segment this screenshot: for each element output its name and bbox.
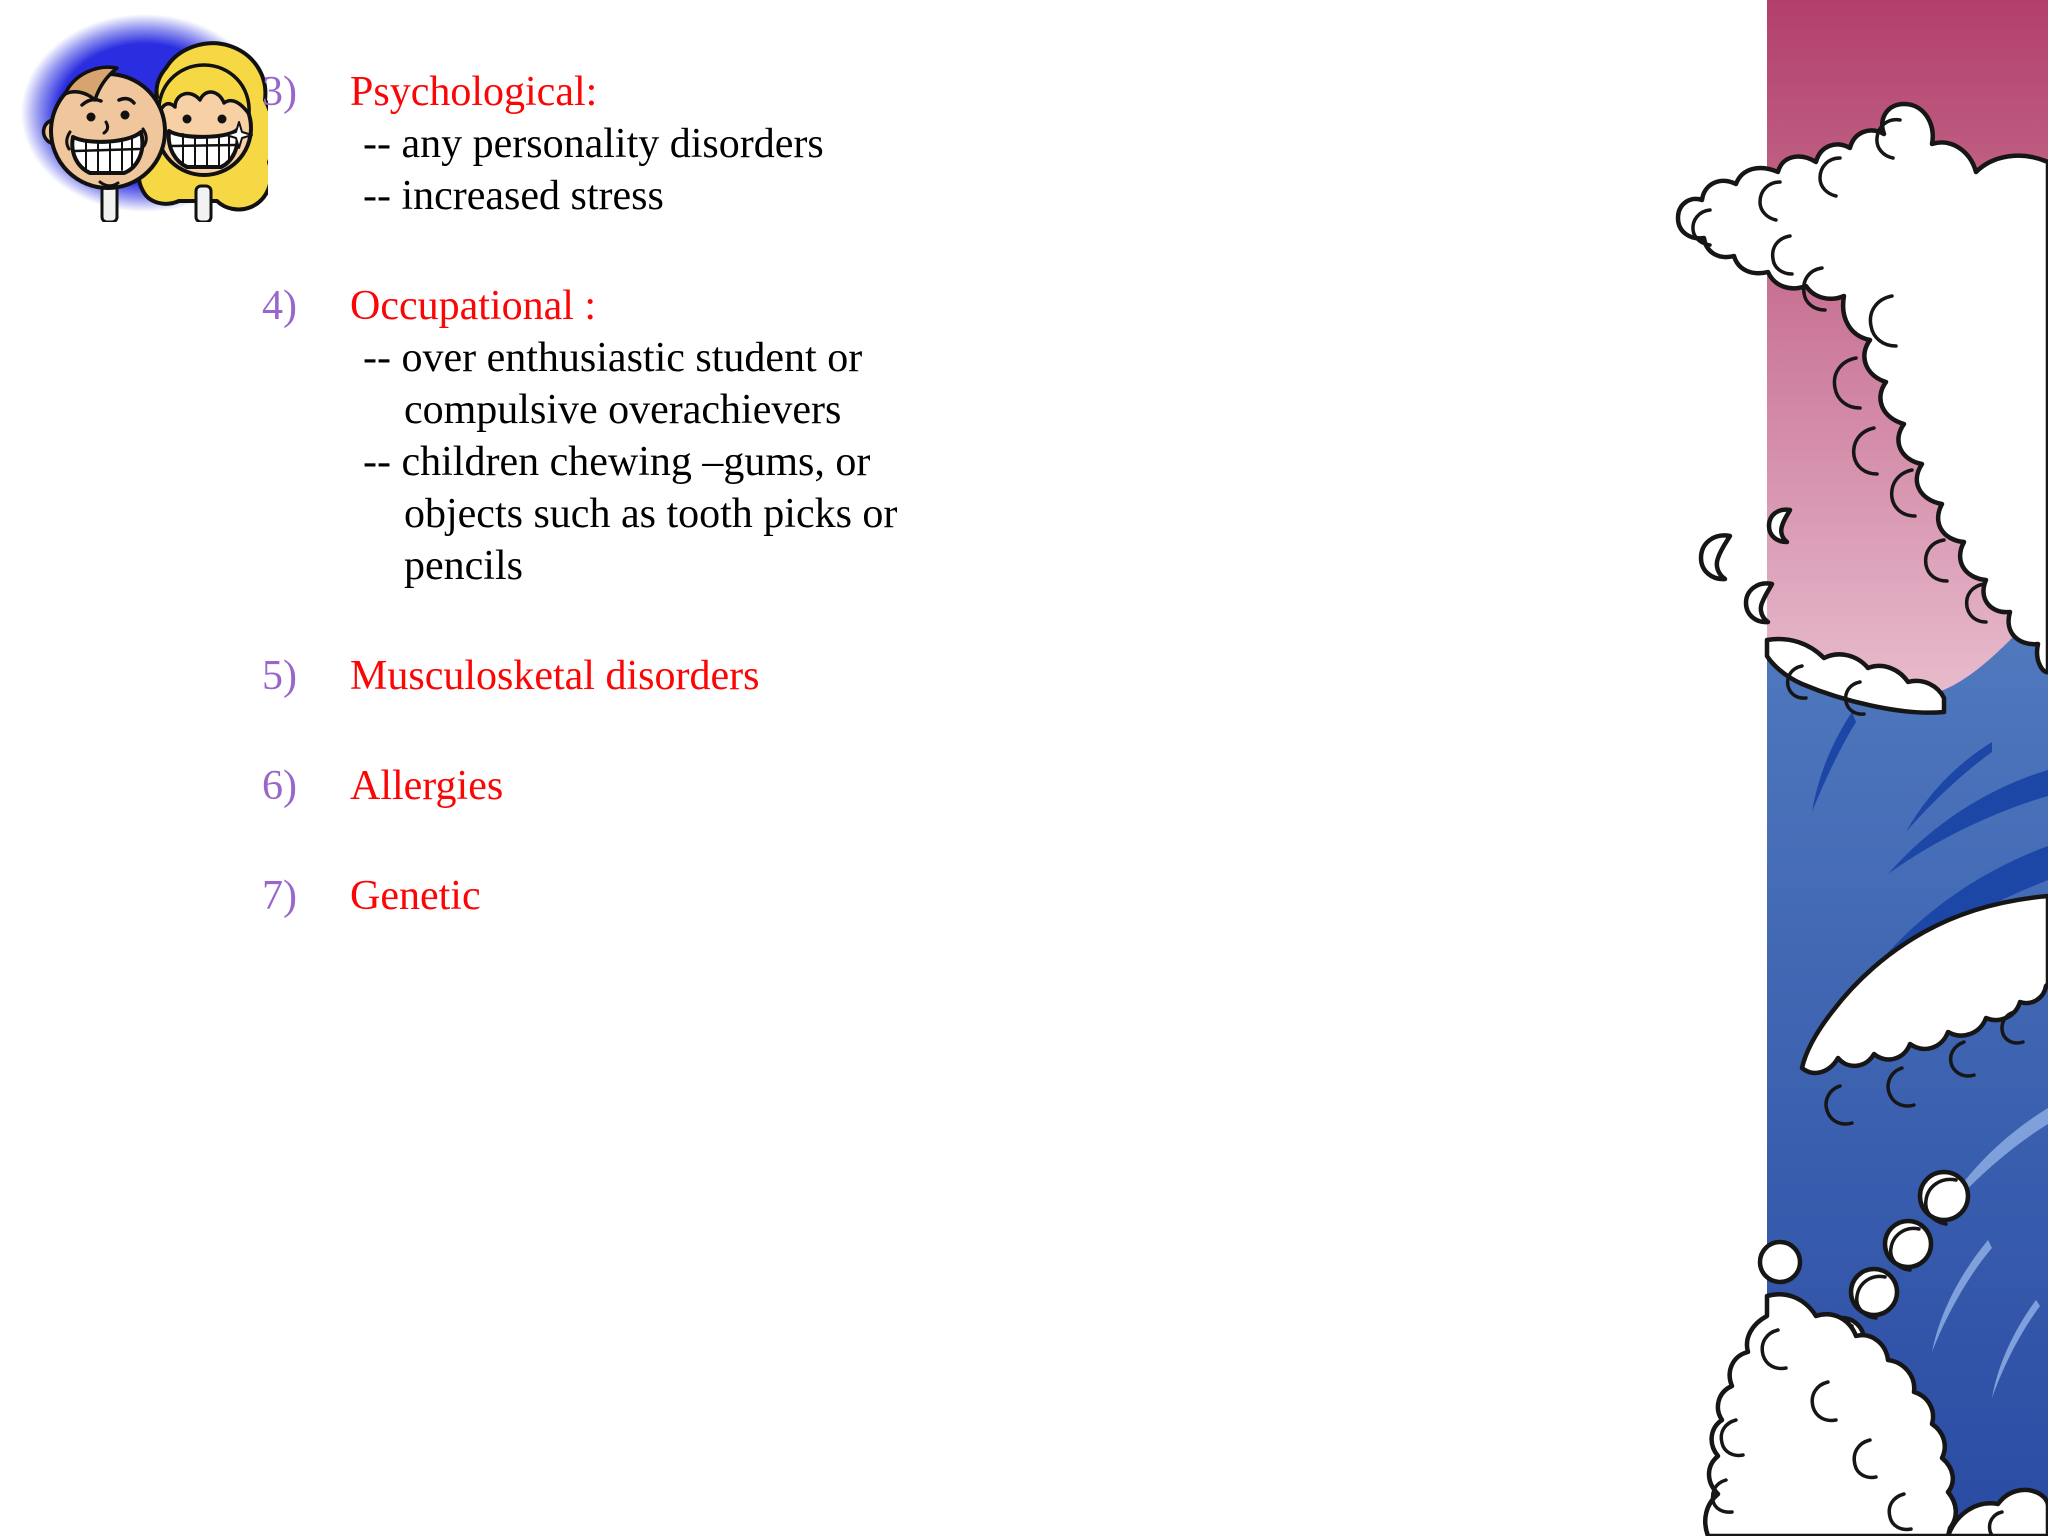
list-item — [262, 66, 1362, 222]
list-item — [262, 760, 1362, 812]
item-subline: -- any personality disorders — [363, 121, 824, 167]
item-number: 6) — [262, 763, 297, 809]
list-item — [262, 280, 1362, 592]
item-number: 5) — [262, 653, 297, 699]
item-heading: Musculosketal disorders — [350, 653, 760, 699]
list-item — [262, 650, 1362, 702]
item-subline: objects such as tooth picks or — [404, 491, 898, 537]
causes-list — [262, 66, 1362, 922]
item-subline: pencils — [404, 543, 523, 589]
list-item — [262, 870, 1362, 922]
item-heading: Occupational : — [350, 283, 597, 329]
item-number: 4) — [262, 283, 297, 329]
item-subline: compulsive overachievers — [404, 387, 842, 433]
item-heading: Psychological: — [350, 69, 598, 115]
item-subline: -- children chewing –gums, or — [363, 439, 871, 485]
item-number: 7) — [262, 873, 297, 919]
item-number: 3) — [262, 69, 297, 115]
item-heading: Genetic — [350, 873, 481, 919]
item-subline: -- increased stress — [363, 173, 664, 219]
great-wave-art-panel — [1540, 0, 2048, 1536]
item-subline: -- over enthusiastic student or — [363, 335, 863, 381]
smiling-kids-clipart — [18, 10, 268, 222]
item-heading: Allergies — [350, 763, 504, 809]
